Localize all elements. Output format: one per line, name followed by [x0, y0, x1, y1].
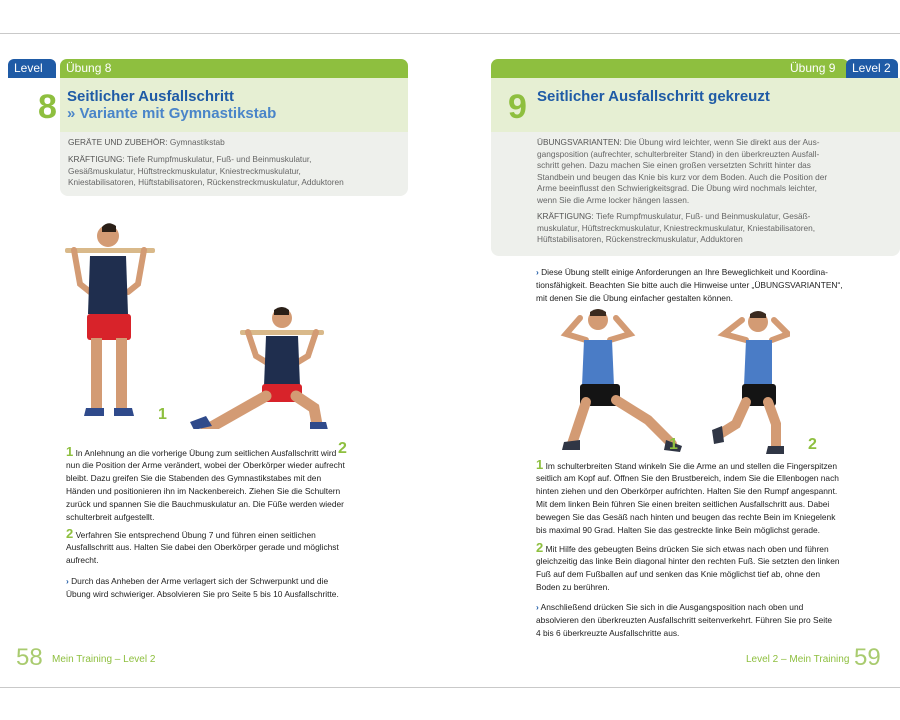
- step-1-line: hinten ziehen und den Oberkörper aufrichten. Halten Sie den Rumpf angespannt.: [536, 486, 838, 496]
- variants-line: wenn Sie die Arme locker hängen lassen.: [537, 195, 690, 205]
- right-page: [450, 34, 900, 687]
- variants-line: Arme beeinflusst den Schwierigkeitsgrad. Die Übung wird nochmals leichter,: [537, 183, 817, 194]
- step-1-line: schulterbreit aufgestellt.: [66, 512, 155, 522]
- note-line: Übung wird schwieriger. Absolvieren Sie pro Seite 5 bis 10 Ausfallschritte.: [66, 589, 339, 599]
- exercise-number: 8: [38, 88, 57, 126]
- equipment-line: GERÄTE UND ZUBEHÖR: Gymnastikstab: [68, 137, 225, 147]
- strength-line: muskulatur, Hüftstreckmuskulatur, Kniestreckmuskulatur, Kniestabilisatoren,: [537, 222, 816, 233]
- strength-line: Gesäßmuskulatur, Hüftstreckmuskulatur, Kniestreckmuskulatur,: [68, 165, 301, 176]
- strength-line: KRÄFTIGUNG: Tiefe Rumpfmuskulatur, Fuß- und Beinmuskulatur,: [68, 154, 312, 164]
- intro-line: mit denen Sie die Übung einfacher gestalten können.: [536, 293, 733, 303]
- step-1-line: bewegen Sie das Gesäß nach hinten und beugen das rechte Bein im Kniegelenk: [536, 512, 836, 522]
- left-page: [0, 34, 450, 687]
- page-footer: Level 2 – Mein Training: [746, 654, 850, 665]
- figure-label-2: 2: [808, 436, 817, 453]
- title-panel: [491, 78, 900, 132]
- step-2-line: Boden zu berühren.: [536, 582, 610, 592]
- step-1-line: Mit dem linken Bein führen Sie einen breiten seitlichen Ausfallschritt aus. Dabei: [536, 499, 830, 509]
- exercise-photo-1: [60, 214, 160, 424]
- step-2-line: aufrecht.: [66, 555, 99, 565]
- variants-line: Standbein und beugen das Knie bis kurz vor dem Boden. Auch die Position der: [537, 171, 828, 182]
- step-1-line: 1 Im schulterbreiten Stand winkeln Sie die Arme an und stellen die Fingerspitzen: [536, 457, 837, 472]
- info-panel: [491, 132, 900, 256]
- level-badge: Level 2: [8, 59, 56, 78]
- variants-line: schritt gehen. Dazu machen Sie einen großen versetzten Schritt hinter das: [537, 160, 811, 171]
- figure-label-1: 1: [158, 406, 167, 423]
- step-1-line: Händen und positionieren ihn im Nackenbereich. Ziehen Sie die Schultern: [66, 486, 341, 496]
- page-number: 58: [16, 644, 43, 671]
- note-line: 4 bis 6 überkreuzte Ausfallschritte aus.: [536, 628, 680, 638]
- exercise-label: Übung 9: [790, 61, 836, 75]
- variants-line: ÜBUNGSVARIANTEN: Die Übung wird leichter, wenn Sie direkt aus der Aus-: [537, 137, 820, 147]
- figure-label-1: 1: [669, 436, 678, 453]
- header-bar: [60, 59, 408, 78]
- strength-line: Kniestabilisatoren, Hüftstabilisatoren, Rückenstreckmuskulatur, Adduktoren: [68, 177, 344, 188]
- exercise-title: Seitlicher Ausfallschritt: [67, 88, 234, 105]
- strength-line: Hüftstabilisatoren, Rückenstreckmuskulatur, Adduktoren: [537, 234, 743, 245]
- step-1-line: zurück und spannen Sie die Bauchmuskulatur an. Die Füße werden wieder: [66, 499, 344, 509]
- exercise-label: Übung 8: [66, 61, 112, 75]
- page-footer: Mein Training – Level 2: [52, 654, 156, 665]
- exercise-number: 9: [508, 88, 527, 126]
- intro-line: tionsfähigkeit. Beachten Sie bitte auch die Hinweise unter „ÜBUNGSVARIANTEN“,: [536, 280, 843, 290]
- info-panel: [60, 132, 408, 196]
- exercise-photo-2: [710, 306, 790, 456]
- figure-label-2: 2: [338, 440, 347, 457]
- step-1-line: 1 In Anlehnung an die vorherige Übung zum seitlichen Ausfallschritt wird: [66, 444, 337, 459]
- strength-line: KRÄFTIGUNG: Tiefe Rumpfmuskulatur, Fuß- und Beinmuskulatur, Gesäß-: [537, 211, 811, 221]
- exercise-photo-1: [550, 304, 685, 452]
- step-1-line: bleibt. Dazu greifen Sie die Stabenden des Gymnastikstabes mit den: [66, 473, 322, 483]
- step-1-line: bis maximal 90 Grad. Halten Sie das gestreckte linke Bein möglichst gerade.: [536, 525, 820, 535]
- step-2-line: Ausfallschritt aus. Halten Sie dabei den Oberkörper gerade und möglichst: [66, 542, 339, 552]
- step-2-line: 2 Verfahren Sie entsprechend Übung 7 und führen einen seitlichen: [66, 526, 316, 541]
- step-2-line: 2 Mit Hilfe des gebeugten Beins drücken Sie sich etwas nach oben und führen: [536, 540, 829, 555]
- step-1-line: seitlich am Kopf auf. Öffnen Sie den Brustbereich, indem Sie die Ellenbogen nach: [536, 473, 839, 483]
- level-badge: Level 2: [846, 59, 898, 78]
- exercise-subtitle: » Variante mit Gymnastikstab: [67, 105, 277, 122]
- exercise-title: Seitlicher Ausfallschritt gekreuzt: [537, 88, 770, 105]
- step-2-line: gleichzeitig das linke Bein diagonal hinter den rechten Fuß. Sie setzten den linken: [536, 556, 840, 566]
- page-number: 59: [854, 644, 881, 671]
- note-line: › Anschließend drücken Sie sich in die Ausgangsposition nach oben und: [536, 602, 804, 612]
- exercise-photo-2: [186, 304, 346, 429]
- step-2-line: Fuß auf dem Fußballen auf und senken das Knie möglichst tief ab, ohne den: [536, 569, 820, 579]
- note-line: › Durch das Anheben der Arme verlagert sich der Schwerpunkt und die: [66, 576, 329, 586]
- step-1-line: nun die Position der Arme verändert, wobei der Oberkörper wieder aufrecht: [66, 460, 345, 470]
- intro-line: › Diese Übung stellt einige Anforderungen an Ihre Beweglichkeit und Koordina-: [536, 267, 828, 277]
- variants-line: gangsposition (aufrechter, schulterbreiter Stand) in den überkreuzten Ausfall-: [537, 148, 820, 159]
- book-spread: [0, 33, 900, 688]
- note-line: absolvieren den überkreuzten Ausfallschritt seitenverkehrt. Führen Sie pro Seite: [536, 615, 833, 625]
